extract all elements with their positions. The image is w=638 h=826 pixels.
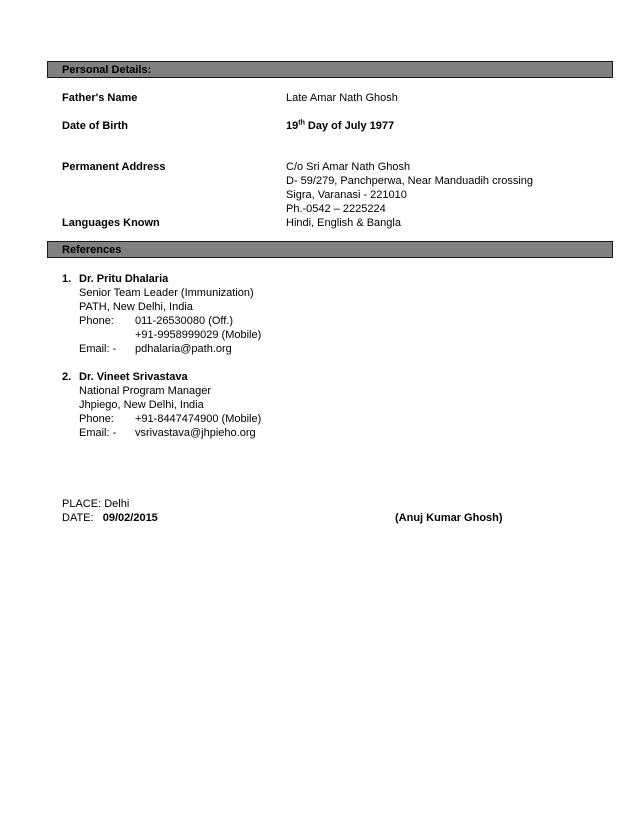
languages-label: Languages Known — [62, 217, 160, 229]
place-label: PLACE: — [62, 498, 102, 510]
phone-label: Phone: — [79, 413, 114, 425]
email-value: pdhalaria@path.org — [135, 343, 232, 355]
reference-title: National Program Manager — [79, 385, 212, 397]
dob-value — [286, 119, 394, 133]
phone-value: +91-9958999029 (Mobile) — [135, 329, 262, 341]
fathers-name-label: Father's Name — [62, 92, 138, 104]
phone-label: Phone: — [79, 315, 114, 327]
languages-value: Hindi, English & Bangla — [286, 217, 401, 229]
address-label: Permanent Address — [62, 161, 166, 173]
date-label: DATE: — [62, 512, 94, 524]
address-line: Sigra, Varanasi - 221010 — [286, 189, 407, 201]
phone-value: +91-8447474900 (Mobile) — [135, 413, 262, 425]
address-value — [286, 160, 533, 216]
references-title: References — [62, 244, 122, 256]
place-line — [62, 497, 129, 511]
phone-value: 011-26530080 (Off.) — [135, 315, 234, 327]
date-value: 09/02/2015 — [102, 512, 158, 524]
personal-details-title: Personal Details: — [62, 64, 152, 76]
reference-org: Jhpiego, New Delhi, India — [79, 399, 204, 411]
address-line: D- 59/279, Panchperwa, Near Manduadih crossing — [286, 175, 534, 187]
address-line: C/o Sri Amar Nath Ghosh — [286, 161, 411, 173]
reference-name: Dr. Vineet Srivastava — [79, 371, 188, 383]
email-value: vsrivastava@jhpieho.org — [135, 427, 256, 439]
address-line: Ph.-0542 – 2225224 — [286, 203, 386, 215]
email-label: Email: - — [79, 343, 117, 355]
dob-day: 19 — [286, 120, 299, 132]
date-line — [62, 511, 158, 525]
dob-suffix: th — [298, 119, 305, 127]
personal-details-header — [47, 61, 613, 78]
dob-label: Date of Birth — [62, 120, 128, 132]
references-header — [47, 241, 613, 258]
reference-name: Dr. Pritu Dhalaria — [79, 273, 169, 285]
reference-number: 1. — [62, 273, 72, 285]
email-label: Email: - — [79, 427, 117, 439]
fathers-name-value: Late Amar Nath Ghosh — [286, 92, 398, 104]
reference-org: PATH, New Delhi, India — [79, 301, 193, 313]
dob-rest: Day of July 1977 — [304, 120, 395, 132]
reference-number: 2. — [62, 371, 72, 383]
place-value: Delhi — [104, 498, 130, 510]
signature-name: (Anuj Kumar Ghosh) — [395, 512, 503, 524]
reference-title: Senior Team Leader (Immunization) — [79, 287, 254, 299]
